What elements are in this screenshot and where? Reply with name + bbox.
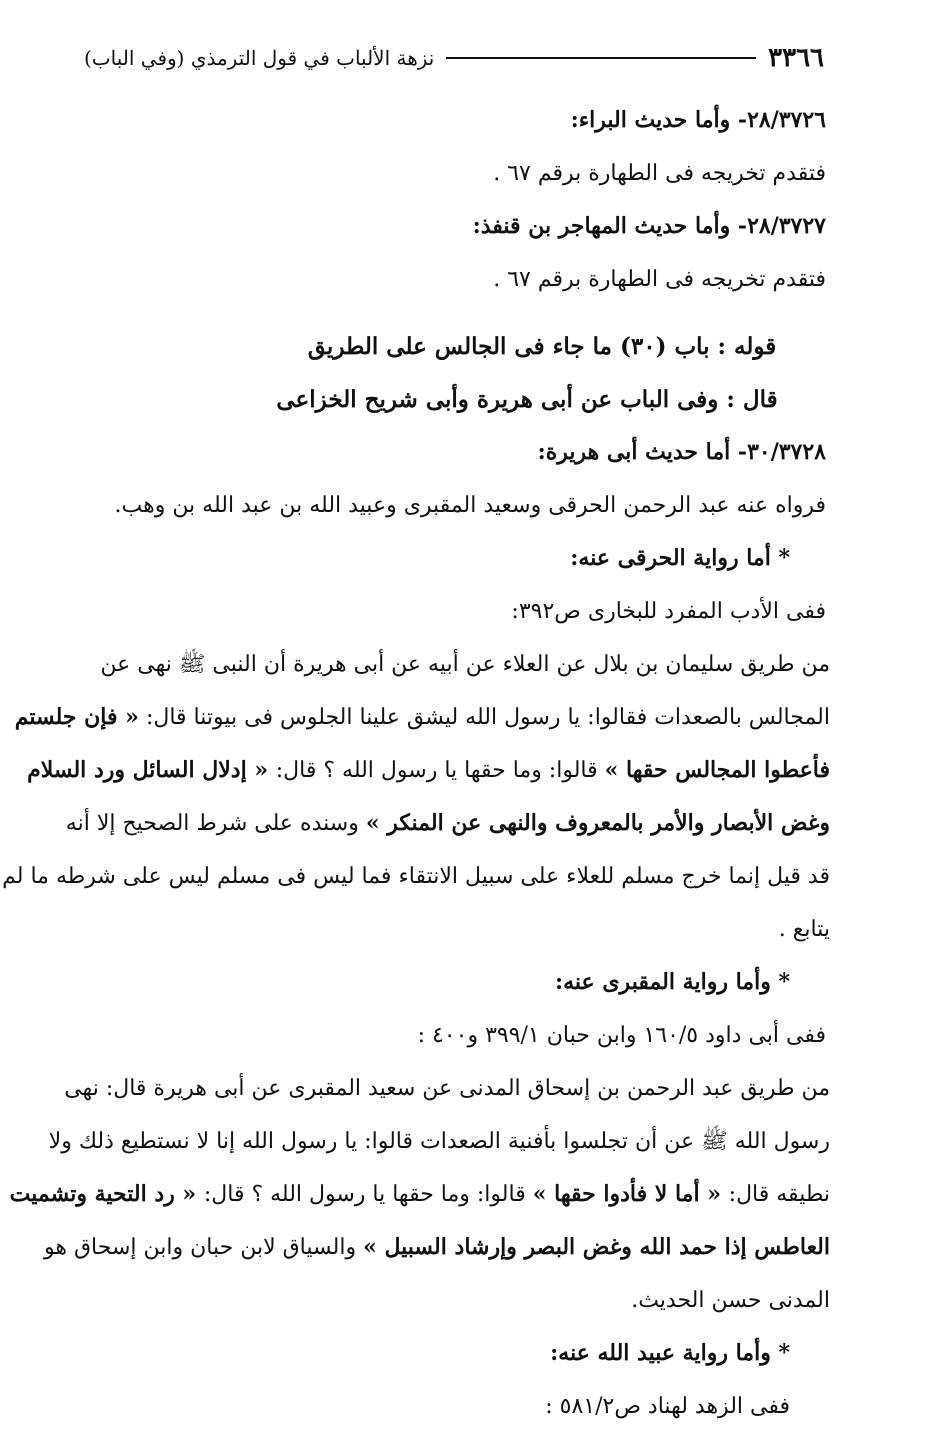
header-rule: [446, 57, 756, 59]
chapter-subtitle: قال : وفى الباب عن أبى هريرة وأبى شريح الخزاعى: [276, 386, 778, 413]
paragraph-line: [14, 691, 830, 744]
paragraph-line: فتقدم تخريجه فى الطهارة برقم ٦٧ .: [493, 267, 826, 292]
page-body: [2, 94, 830, 1433]
paragraph-line: من طريق سليمان بن بلال عن العلاء عن أبيه عن أبى هريرة أن النبى ﷺ نهى عن: [100, 652, 830, 677]
page-header: [84, 40, 824, 76]
text-run: نطيقه قال:: [728, 1182, 830, 1207]
text-run: وسنده على شرط الصحيح إلا أنه: [65, 811, 366, 836]
hadith-quote: « رد التحية وتشميت: [9, 1181, 204, 1207]
paragraph-line: [44, 1221, 830, 1274]
heading-hadith-3728: ٣٠/٣٧٢٨- أما حديث أبى هريرة:: [537, 439, 826, 465]
subheading-harqi: * أما رواية الحرقى عنه:: [570, 545, 790, 571]
hadith-quote: وغض الأبصار والأمر بالمعروف والنهى عن المنكر »: [365, 810, 830, 836]
chapter-title: قوله : باب (٣٠) ما جاء فى الجالس على الطريق: [307, 333, 777, 360]
hadith-quote: « إدلال السائل ورد السلام: [27, 757, 276, 783]
hadith-quote: فأعطوا المجالس حقها »: [604, 757, 830, 783]
paragraph-line: [65, 797, 830, 850]
page-number: ٣٣٦٦: [768, 43, 824, 73]
paragraph-line: [9, 1168, 830, 1221]
paragraph-line: من طريق عبد الرحمن بن إسحاق المدنى عن سعيد المقبرى عن أبى هريرة قال: نهى: [64, 1076, 830, 1101]
paragraph-line: يتابع .: [778, 917, 830, 942]
paragraph-line: ففى الزهد لهناد ص٥٨١/٢ :: [545, 1394, 790, 1419]
paragraph-line: فرواه عنه عبد الرحمن الحرقى وسعيد المقبرى وعبيد الله بن عبد الله بن وهب.: [114, 493, 826, 518]
paragraph-line: ففى أبى داود ١٦٠/٥ وابن حبان ٣٩٩/١ و٤٠٠ :: [417, 1023, 826, 1048]
paragraph-line: رسول الله ﷺ عن أن تجلسوا بأفنية الصعدات قالوا: يا رسول الله إنا لا نستطيع ذلك ولا: [48, 1129, 830, 1154]
subheading-ubaidullah: * وأما رواية عبيد الله عنه:: [550, 1340, 790, 1366]
hadith-quote: « أما لا فأدوا حقها »: [532, 1181, 729, 1207]
paragraph-line: ففى الأدب المفرد للبخارى ص٣٩٢:: [511, 599, 826, 624]
paragraph-line: [27, 744, 830, 797]
text-run: قالوا: وما حقها يا رسول الله ؟ قال:: [275, 758, 605, 783]
heading-hadith-3726: ٢٨/٣٧٢٦- وأما حديث البراء:: [570, 107, 826, 133]
paragraph-line: المدنى حسن الحديث.: [631, 1288, 830, 1313]
text-run: قالوا: وما حقها يا رسول الله ؟ قال:: [203, 1182, 533, 1207]
paragraph-line: فتقدم تخريجه فى الطهارة برقم ٦٧ .: [493, 161, 826, 186]
paragraph-line: قد قيل إنما خرج مسلم للعلاء على سبيل الانتقاء فما ليس فى مسلم ليس على شرطه ما لم: [2, 864, 830, 889]
running-title: نزهة الألباب في قول الترمذي (وفي الباب): [84, 46, 435, 70]
hadith-quote: « فإن جلستم: [14, 704, 139, 730]
subheading-maqburi: * وأما رواية المقبرى عنه:: [555, 969, 790, 995]
text-run: والسياق لابن حبان وابن إسحاق هو: [44, 1235, 364, 1260]
heading-hadith-3727: ٢٨/٣٧٢٧- وأما حديث المهاجر بن قنفذ:: [472, 213, 826, 239]
hadith-quote: العاطس إذا حمد الله وغض البصر وإرشاد السبيل »: [363, 1234, 830, 1260]
text-run: المجالس بالصعدات فقالوا: يا رسول الله ليشق علينا الجلوس فى بيوتنا قال:: [145, 705, 830, 730]
